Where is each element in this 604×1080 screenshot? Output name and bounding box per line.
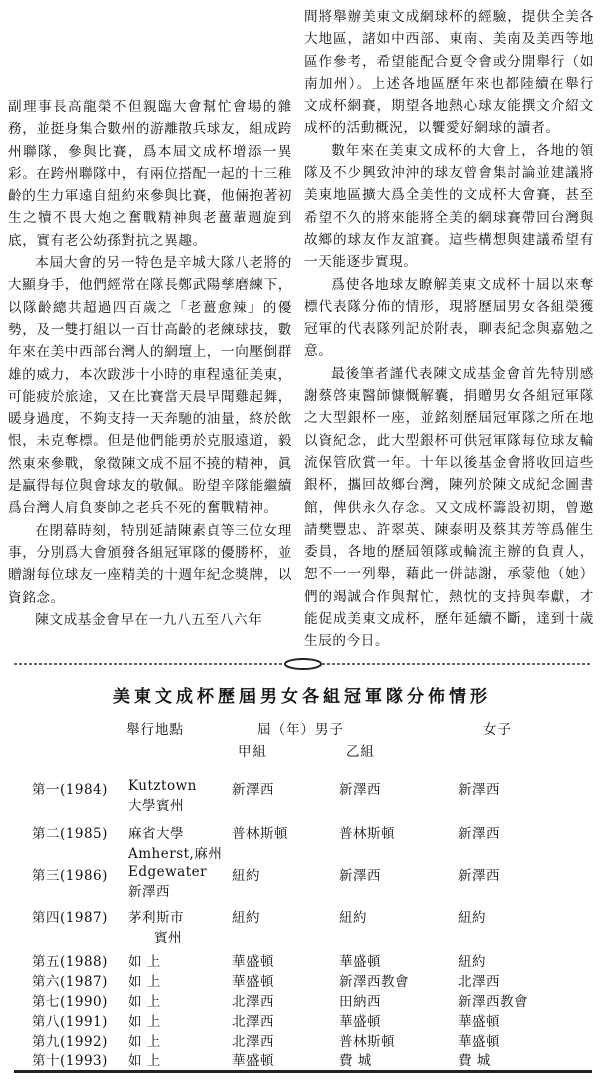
header-group-b: 乙組 [346,744,375,760]
edition-cell: 第六(1987) [32,974,108,990]
edition-cell: 第四(1987) [32,910,108,926]
men-a-cell: 北澤西 [232,994,274,1010]
women-cell: 紐約 [458,954,486,970]
header-women: 女子 [483,722,512,738]
men-b-cell: 普林斯頓 [339,826,395,842]
article-paragraph: 副理事長高龍榮不但親臨大會幫忙會場的雜務，並挺身集合數州的游離散兵球友，組成跨州聯隊，參與比賽，爲本屆文成杯增添一異彩。在跨州聯隊中，有兩位搭配一起的十三稚齡的生力軍遠自紐約來參與比賽，他倆抱著初生之犢不畏大炮之奮戰精神與老薑輩週旋到底，實有老公幼孫對抗之異趣。 [8,99,292,249]
place-cell: 如 上 [128,994,161,1010]
men-b-cell: 普林斯頓 [339,1034,395,1050]
place-cell: 如 上 [128,1014,161,1030]
place-cell [128,778,197,814]
edition-cell: 第九(1992) [32,1034,108,1050]
bottom-rule [14,1070,592,1073]
women-cell: 新澤西 [458,782,500,798]
men-b-cell: 新澤西 [339,868,381,884]
edition-cell: 第一(1984) [32,782,108,798]
men-a-cell: 北澤西 [232,1034,274,1050]
place-line: 茅利斯市 [128,910,184,926]
men-b-cell: 新澤西 [339,782,381,798]
men-b-cell: 田納西 [339,994,381,1010]
women-cell: 費 城 [458,1053,491,1069]
men-a-cell: 北澤西 [232,1014,274,1030]
place-cell [128,822,222,862]
women-cell: 新澤西教會 [458,994,528,1010]
article-paragraph: 數年來在美東文成杯的大會上，各地的領隊及不少興致沖沖的球友曾會集討論並建議將美東地區擴大爲全美性的文成杯大會賽，甚至希望不久的將來能將全美的網球賽帶回台灣與故鄉的球友作友誼賽。這些構想與建議希望有一天能逐步實現。 [304,142,594,271]
place-cell [128,864,207,900]
header-group-a: 甲組 [238,744,267,760]
place-cell [128,906,184,946]
edition-cell: 第八(1991) [32,1014,108,1030]
article-paragraph: 間將舉辦美東文成網球杯的經驗，提供全美各大地區，諸如中西部、東南、美南及美西等地區作參考，希望能配合夏令會或分開舉行（如南加州）。上述各地區歷年來也都陸續在舉行文成杯網賽，期望各地熱心球友能撰文介紹文成杯的活動概況，以饗愛好網球的讀者。 [304,9,594,137]
article-left-column [8,96,292,631]
article-paragraph: 最後筆者謹代表陳文成基金會首先特別感謝蔡啓東醫師慷慨解囊，捐贈男女各組冠軍隊之大型銀杯一座，並銘刻歷屆冠軍隊之所在地以資紀念，此大型銀杯可供冠軍隊每位球友輪流保管欣賞一年。十年以後基金會將收回這些銀杯，攜回故鄉台灣，陳列於陳文成紀念圖書館，俾供永久存念。又文成杯籌設初期，曾邀請樊豐忠、許翠英、陳泰明及蔡其芳等爲催生委員，各地的歷屆領隊或輪流主辦的負責人，恕不一一列舉，藉此一併誌謝，承蒙他（她）們的竭誠合作與幫忙，熱忱的支持與奉獻，才能促成美東文成杯，歷年延續不斷，達到十歲生辰的今日。 [304,365,594,650]
men-b-cell: 紐約 [339,910,367,926]
men-a-cell: 普林斯頓 [232,826,288,842]
place-line: 新澤西 [128,884,170,900]
men-a-cell: 紐約 [232,910,260,926]
men-a-cell: 華盛頓 [232,1053,274,1069]
men-a-cell: 華盛頓 [232,954,274,970]
place-cell: 如 上 [128,954,161,970]
men-b-cell: 費 城 [339,1053,372,1069]
table-title: 美東文成杯歷屆男女各組冠軍隊分佈情形 [113,687,491,707]
men-a-cell: 紐約 [232,868,260,884]
women-cell: 華盛頓 [458,1034,500,1050]
article-paragraph: 本屆大會的另一特色是辛城大隊八老將的大顯身手，他們經常在隊長鄭武陽孳磨練下，以隊齡總共超過四百歲之「老薑愈辣」的優勢，及一雙打組以一百廿高齡的老練球技，數年來在美中西部台灣人的網壇上，一向壓倒群雄的威力，本次跋涉十小時的車程遠征美東，可能疲於旅途，又在比賽當天晨早聞雞起舞，暖身過度，不夠支持一天奔馳的油量，終於飲恨，未克奪標。但是他們能勇於克服遠道，毅然東來參戰，象徵陳文成不屈不撓的精神，眞是贏得每位與會球友的敬佩。盼望辛隊能繼續爲台灣人肩負麥帥之老兵不死的奮戰精神。 [8,255,292,517]
men-b-cell: 華盛頓 [339,1014,381,1030]
women-cell: 新澤西 [458,868,500,884]
edition-cell: 第十(1993) [32,1053,108,1069]
place-line: Amherst,麻州 [128,846,223,862]
article-paragraph: 在閉幕時刻，特別延請陳素貞等三位女理事，分別爲大會頒發各組冠軍隊的優勝杯，並贈謝每位球友一座精美的十週年紀念獎牌，以資銘念。 [8,522,292,606]
place-line: 大學賓州 [128,798,184,814]
place-cell: 如 上 [128,974,161,990]
edition-cell: 第二(1985) [32,826,108,842]
place-cell: 如 上 [128,1053,161,1069]
place-line: Edgewater [128,864,208,880]
article-paragraph: 陳文成基金會早在一九八五至八六年 [35,611,263,628]
edition-cell: 第七(1990) [32,994,108,1010]
men-b-cell: 華盛頓 [339,954,381,970]
article-paragraph: 爲使各地球友瞭解美東文成杯十屆以來奪標代表隊分佈的情形，現將歷屆男女各組榮獲冠軍的代表隊列記於附表，聊表紀念與嘉勉之意。 [304,276,594,360]
place-cell: 如 上 [128,1034,161,1050]
men-b-cell: 新澤西教會 [339,974,409,990]
place-line: Kutztown [128,778,197,794]
men-a-cell: 新澤西 [232,782,274,798]
place-line: 賓州 [154,930,182,946]
ornamental-divider [14,657,592,671]
article-right-column [304,6,594,653]
header-edition-year-men: 屆（年）男子 [257,722,344,738]
edition-cell: 第三(1986) [32,868,108,884]
women-cell: 北澤西 [458,974,500,990]
header-place: 舉行地點 [126,722,184,738]
men-a-cell: 華盛頓 [232,974,274,990]
women-cell: 紐約 [458,910,486,926]
edition-cell: 第五(1988) [32,954,108,970]
place-line: 麻省大學 [128,826,184,842]
women-cell: 新澤西 [458,826,500,842]
women-cell: 華盛頓 [458,1014,500,1030]
